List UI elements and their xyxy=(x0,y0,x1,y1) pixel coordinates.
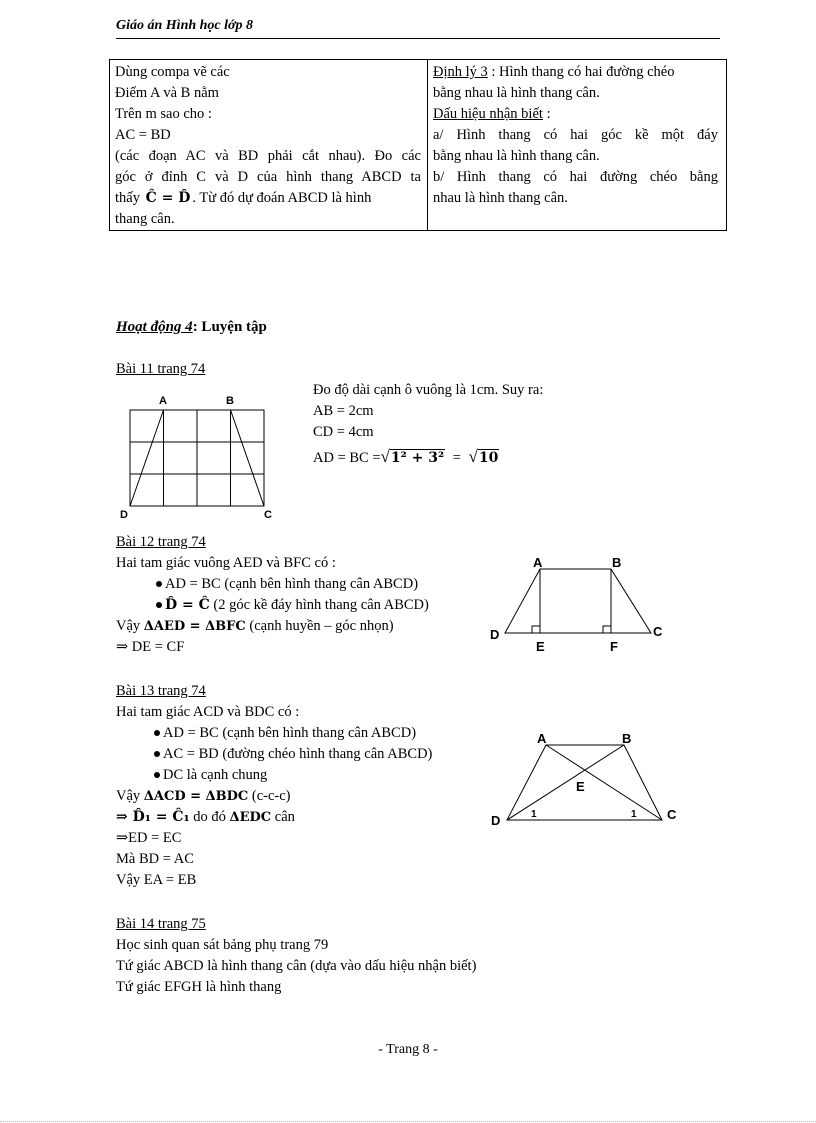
bai13-angle-line xyxy=(116,807,432,828)
left-line: Trên m sao cho : xyxy=(115,106,212,122)
theorem-text-2: bằng nhau là hình thang cân. xyxy=(433,85,600,101)
theorem-label: Định lý 3 xyxy=(433,64,488,80)
bullet-text: DC là cạnh chung xyxy=(163,767,268,783)
sqrt-result: 10 xyxy=(478,450,499,466)
sign-colon: : xyxy=(546,106,551,122)
theorem-line xyxy=(433,62,718,83)
bai11-heading: Bài 11 trang 74 xyxy=(116,361,206,377)
page-number: - Trang 8 - xyxy=(378,1042,438,1057)
bai14-heading: Bài 14 trang 75 xyxy=(116,916,206,932)
bullet-text: AC = BD (đường chéo hình thang cân ABCD) xyxy=(163,746,433,762)
ad-prefix: AD = BC = xyxy=(313,450,381,466)
sqrt-expression: 1² + 3² xyxy=(390,450,445,466)
congruence: ΔAED = ΔBFC xyxy=(143,619,246,634)
bai13-bullet xyxy=(116,744,432,765)
table-right-cell xyxy=(433,62,718,209)
bai12-bullet xyxy=(116,574,429,595)
left-line: thang cân. xyxy=(115,211,175,227)
sqrt-sign-icon: √ xyxy=(380,447,390,466)
bai14-body xyxy=(116,935,476,998)
bai11-ad-line xyxy=(313,446,543,469)
left-text: . Từ đó dự đoán ABCD là hình xyxy=(192,190,372,206)
label-d: D xyxy=(490,627,500,642)
side-bc xyxy=(231,410,265,506)
bai13-heading: Bài 13 trang 74 xyxy=(116,683,206,699)
sign-b-2: nhau là hình thang cân. xyxy=(433,190,568,206)
bai13-conclusion xyxy=(116,786,432,807)
bullet-icon xyxy=(156,581,162,587)
header-rule xyxy=(116,38,720,39)
bullet-icon xyxy=(154,730,160,736)
left-text: thấy xyxy=(115,190,140,206)
bai13-line: Vậy EA = EB xyxy=(116,872,197,888)
activity-heading xyxy=(116,317,267,338)
bai11-line: CD = 4cm xyxy=(313,424,374,440)
sign-label: Dấu hiệu nhận biết xyxy=(433,106,543,122)
sign-a-2: bằng nhau là hình thang cân. xyxy=(433,148,600,164)
trapezoid xyxy=(505,569,651,633)
reason-text: (c-c-c) xyxy=(251,788,291,804)
bai12-intro: Hai tam giác vuông AED và BFC có : xyxy=(116,555,336,571)
label-c: C xyxy=(667,807,677,822)
theorem-text: : Hình thang có hai đường chéo xyxy=(491,64,675,80)
angle-equality: ⇒ D̂₁ = Ĉ₁ xyxy=(116,809,190,825)
side-ad xyxy=(130,410,164,506)
sign-b-1: b/ Hình thang có hai đường chéo bằng xyxy=(433,169,718,185)
bullet-text: AD = BC (cạnh bên hình thang cân ABCD) xyxy=(165,576,419,592)
bai12-conclusion xyxy=(116,616,429,637)
left-line: (các đoạn AC và BD phải cắt nhau). Đo các xyxy=(115,148,421,164)
label-e: E xyxy=(536,639,545,654)
reason-text: (cạnh huyền – góc nhọn) xyxy=(249,618,394,634)
bai13-trapezoid-figure xyxy=(488,727,688,831)
label-b: B xyxy=(226,395,234,407)
do-do-text: do đó xyxy=(193,809,226,825)
diagonal-bd xyxy=(507,745,624,820)
label-e: E xyxy=(576,779,585,794)
label-c: C xyxy=(653,624,663,639)
bai12-body xyxy=(116,553,429,658)
bai13-intro: Hai tam giác ACD và BDC có : xyxy=(116,704,300,720)
bullet-text: AD = BC (cạnh bên hình thang cân ABCD) xyxy=(163,725,417,741)
label-d: D xyxy=(491,813,501,828)
bai13-bullet xyxy=(116,723,432,744)
bai12-bullet xyxy=(116,595,429,616)
left-line: góc ở đỉnh C và D của hình thang ABCD ta xyxy=(115,169,421,185)
bai13-bullet xyxy=(116,765,432,786)
angle-c1-label: 1 xyxy=(631,809,637,820)
label-b: B xyxy=(622,731,632,746)
bai14-line: Tứ giác EFGH là hình thang xyxy=(116,979,282,995)
table-left-cell xyxy=(115,62,421,230)
label-b: B xyxy=(612,555,622,570)
bullet-icon xyxy=(156,602,162,608)
left-line: Điểm A và B nằm xyxy=(115,85,219,101)
label-d: D xyxy=(120,509,128,521)
bai14-line: Học sinh quan sát bảng phụ trang 79 xyxy=(116,937,329,953)
bai14-line: Tứ giác ABCD là hình thang cân (dựa vào dấu hiệu nhận biết) xyxy=(116,958,477,974)
bullet-text: (2 góc kề đáy hình thang cân ABCD) xyxy=(213,597,429,613)
bai12-result: ⇒ DE = CF xyxy=(116,639,185,655)
left-line: AC = BD xyxy=(115,127,171,143)
activity-label: Hoạt động 4 xyxy=(116,319,193,335)
sign-a-1: a/ Hình thang có hai góc kề một đáy xyxy=(433,127,718,143)
bai13-line: ⇒ED = EC xyxy=(116,830,182,846)
label-a: A xyxy=(533,555,543,570)
triangle-edc: ΔEDC xyxy=(229,810,272,825)
bullet-icon xyxy=(154,772,160,778)
page-edge xyxy=(0,1121,816,1122)
left-line: Dùng compa vẽ các xyxy=(115,64,230,80)
page-header: Giáo án Hình học lớp 8 xyxy=(116,18,254,33)
bai11-line: Đo độ dài cạnh ô vuông là 1cm. Suy ra: xyxy=(313,382,544,398)
sqrt-sign-icon: √ xyxy=(468,447,478,466)
activity-title: : Luyện tập xyxy=(192,319,267,335)
bai11-grid-figure xyxy=(112,388,282,522)
bai11-text xyxy=(313,380,543,469)
bai11-line: AB = 2cm xyxy=(313,403,374,419)
bullet-icon xyxy=(154,751,160,757)
vay-text: Vậy xyxy=(116,618,141,634)
label-f: F xyxy=(610,639,618,654)
equals-sign: = xyxy=(452,450,461,466)
label-a: A xyxy=(537,731,547,746)
bai12-trapezoid-figure xyxy=(488,553,673,657)
table-divider xyxy=(427,59,428,230)
angle-equality: Ĉ = D̂ xyxy=(145,190,191,206)
bai13-line: Mà BD = AC xyxy=(116,851,194,867)
congruence: ΔACD = ΔBDC xyxy=(143,789,249,804)
angle-equality: D̂ = Ĉ xyxy=(165,597,210,613)
bai12-heading: Bài 12 trang 74 xyxy=(116,534,206,550)
label-c: C xyxy=(264,509,272,521)
label-a: A xyxy=(159,395,167,407)
sign-line xyxy=(433,104,718,125)
can-text: cân xyxy=(274,809,295,825)
left-line-with-math xyxy=(115,188,421,209)
bai13-body xyxy=(116,702,432,891)
angle-d1-label: 1 xyxy=(531,809,537,820)
diagonal-ac xyxy=(546,745,662,820)
vay-text: Vậy xyxy=(116,788,141,804)
